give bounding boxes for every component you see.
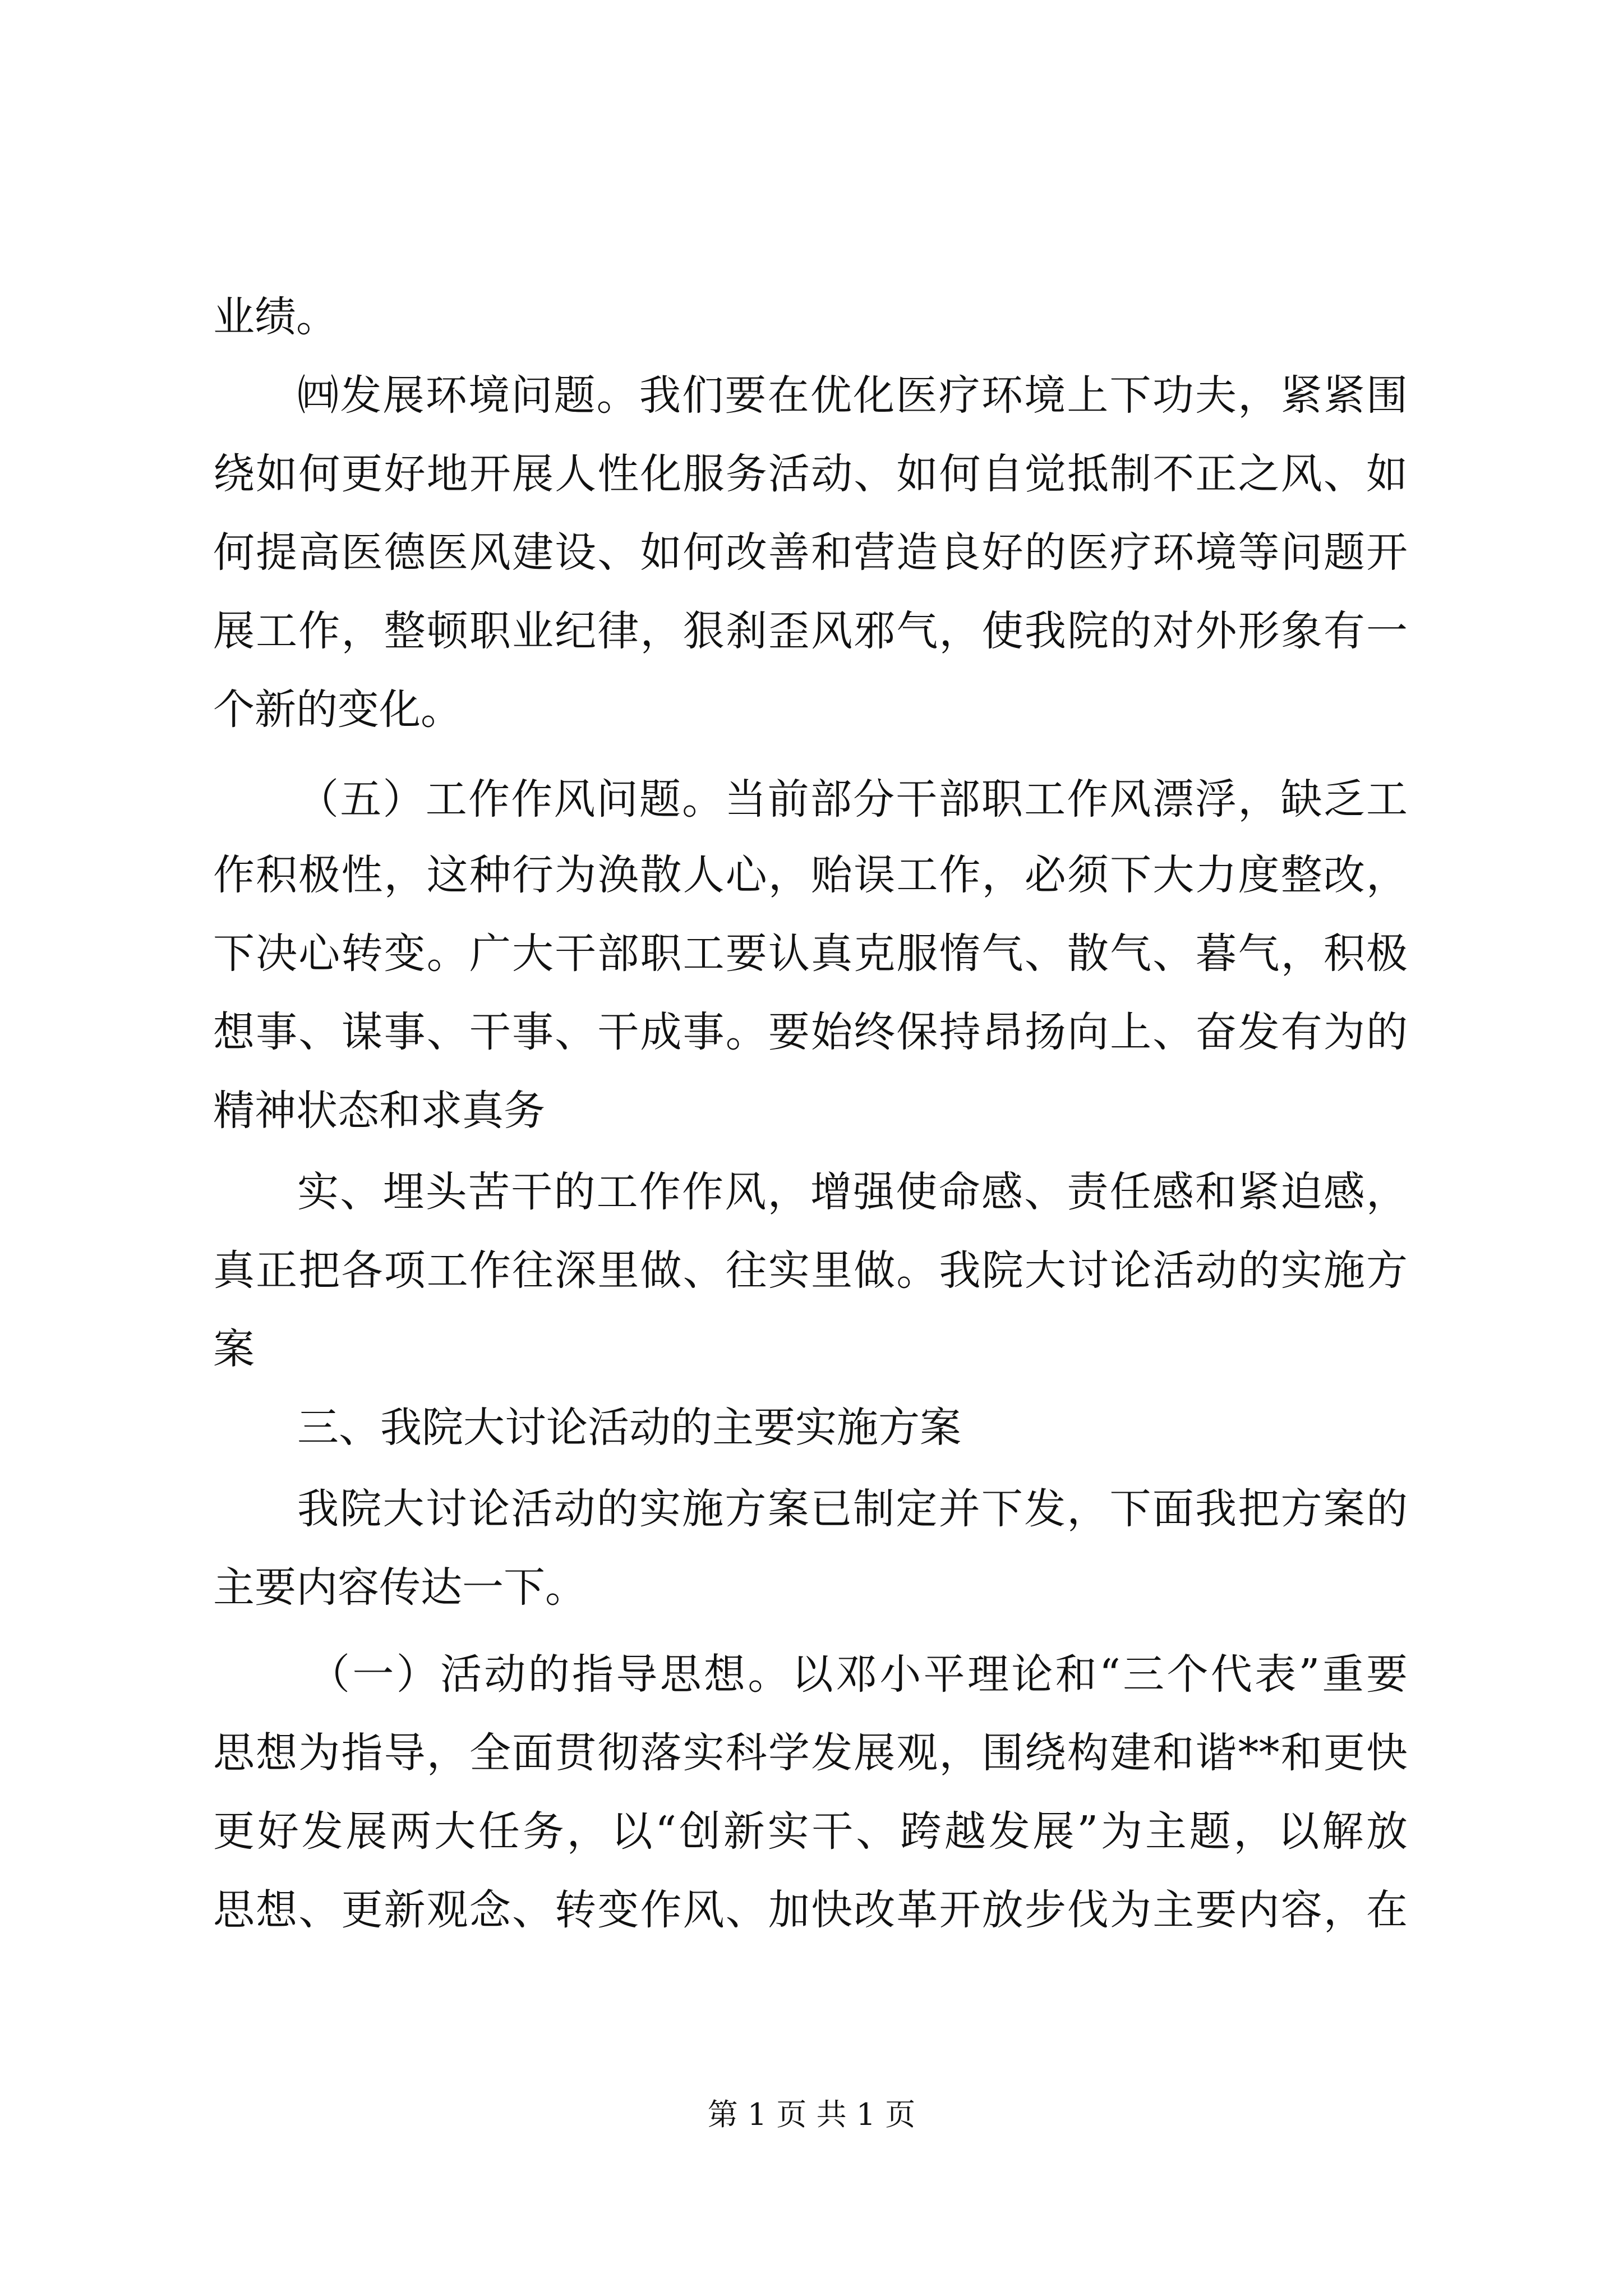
text-line-2: ㈣发展环境问题。我们要在优化医疗环境上下功夫，紧紧围 xyxy=(297,371,1408,420)
text-line-7: （五）工作作风问题。当前部分干部职工作风漂浮，缺乏工 xyxy=(297,775,1408,823)
text-line-19: 思想为指导，全面贯彻落实科学发展观，围绕构建和谐**和更快 xyxy=(213,1729,1408,1777)
text-line-5: 展工作，整顿职业纪律，狠刹歪风邪气，使我院的对外形象有一 xyxy=(213,607,1408,655)
section-heading: 三、我院大讨论活动的主要实施方案 xyxy=(297,1404,961,1452)
text-line-8: 作积极性，这种行为涣散人心，贻误工作，必须下大力度整改， xyxy=(213,851,1408,899)
text-line-21: 思想、更新观念、转变作风、加快改革开放步伐为主要内容，在 xyxy=(213,1886,1408,1934)
text-line-18: （一）活动的指导思想。以邓小平理论和“三个代表”重要 xyxy=(308,1650,1408,1699)
text-line-1: 业绩。 xyxy=(213,293,338,341)
text-line-11: 精神状态和求真务 xyxy=(213,1087,545,1135)
text-line-3: 绕如何更好地开展人性化服务活动、如何自觉抵制不正之风、如 xyxy=(213,450,1408,498)
text-line-6: 个新的变化。 xyxy=(213,685,462,734)
text-line-10: 想事、谋事、干事、干成事。要始终保持昂扬向上、奋发有为的 xyxy=(213,1008,1408,1056)
text-line-16: 我院大讨论活动的实施方案已制定并下发，下面我把方案的 xyxy=(297,1485,1408,1533)
text-line-12: 实、埋头苦干的工作作风，增强使命感、责任感和紧迫感， xyxy=(297,1168,1408,1216)
text-line-4: 何提高医德医风建设、如何改善和营造良好的医疗环境等问题开 xyxy=(213,528,1408,577)
text-line-13: 真正把各项工作往深里做、往实里做。我院大讨论活动的实施方 xyxy=(213,1246,1408,1295)
text-line-20: 更好发展两大任务，以“创新实干、跨越发展”为主题，以解放 xyxy=(213,1807,1408,1856)
text-line-17: 主要内容传达一下。 xyxy=(213,1563,587,1612)
page-number-footer: 第 1 页 共 1 页 xyxy=(707,2097,916,2132)
text-line-9: 下决心转变。广大干部职工要认真克服惰气、散气、暮气，积极 xyxy=(213,930,1408,978)
text-line-14: 案 xyxy=(213,1325,255,1373)
